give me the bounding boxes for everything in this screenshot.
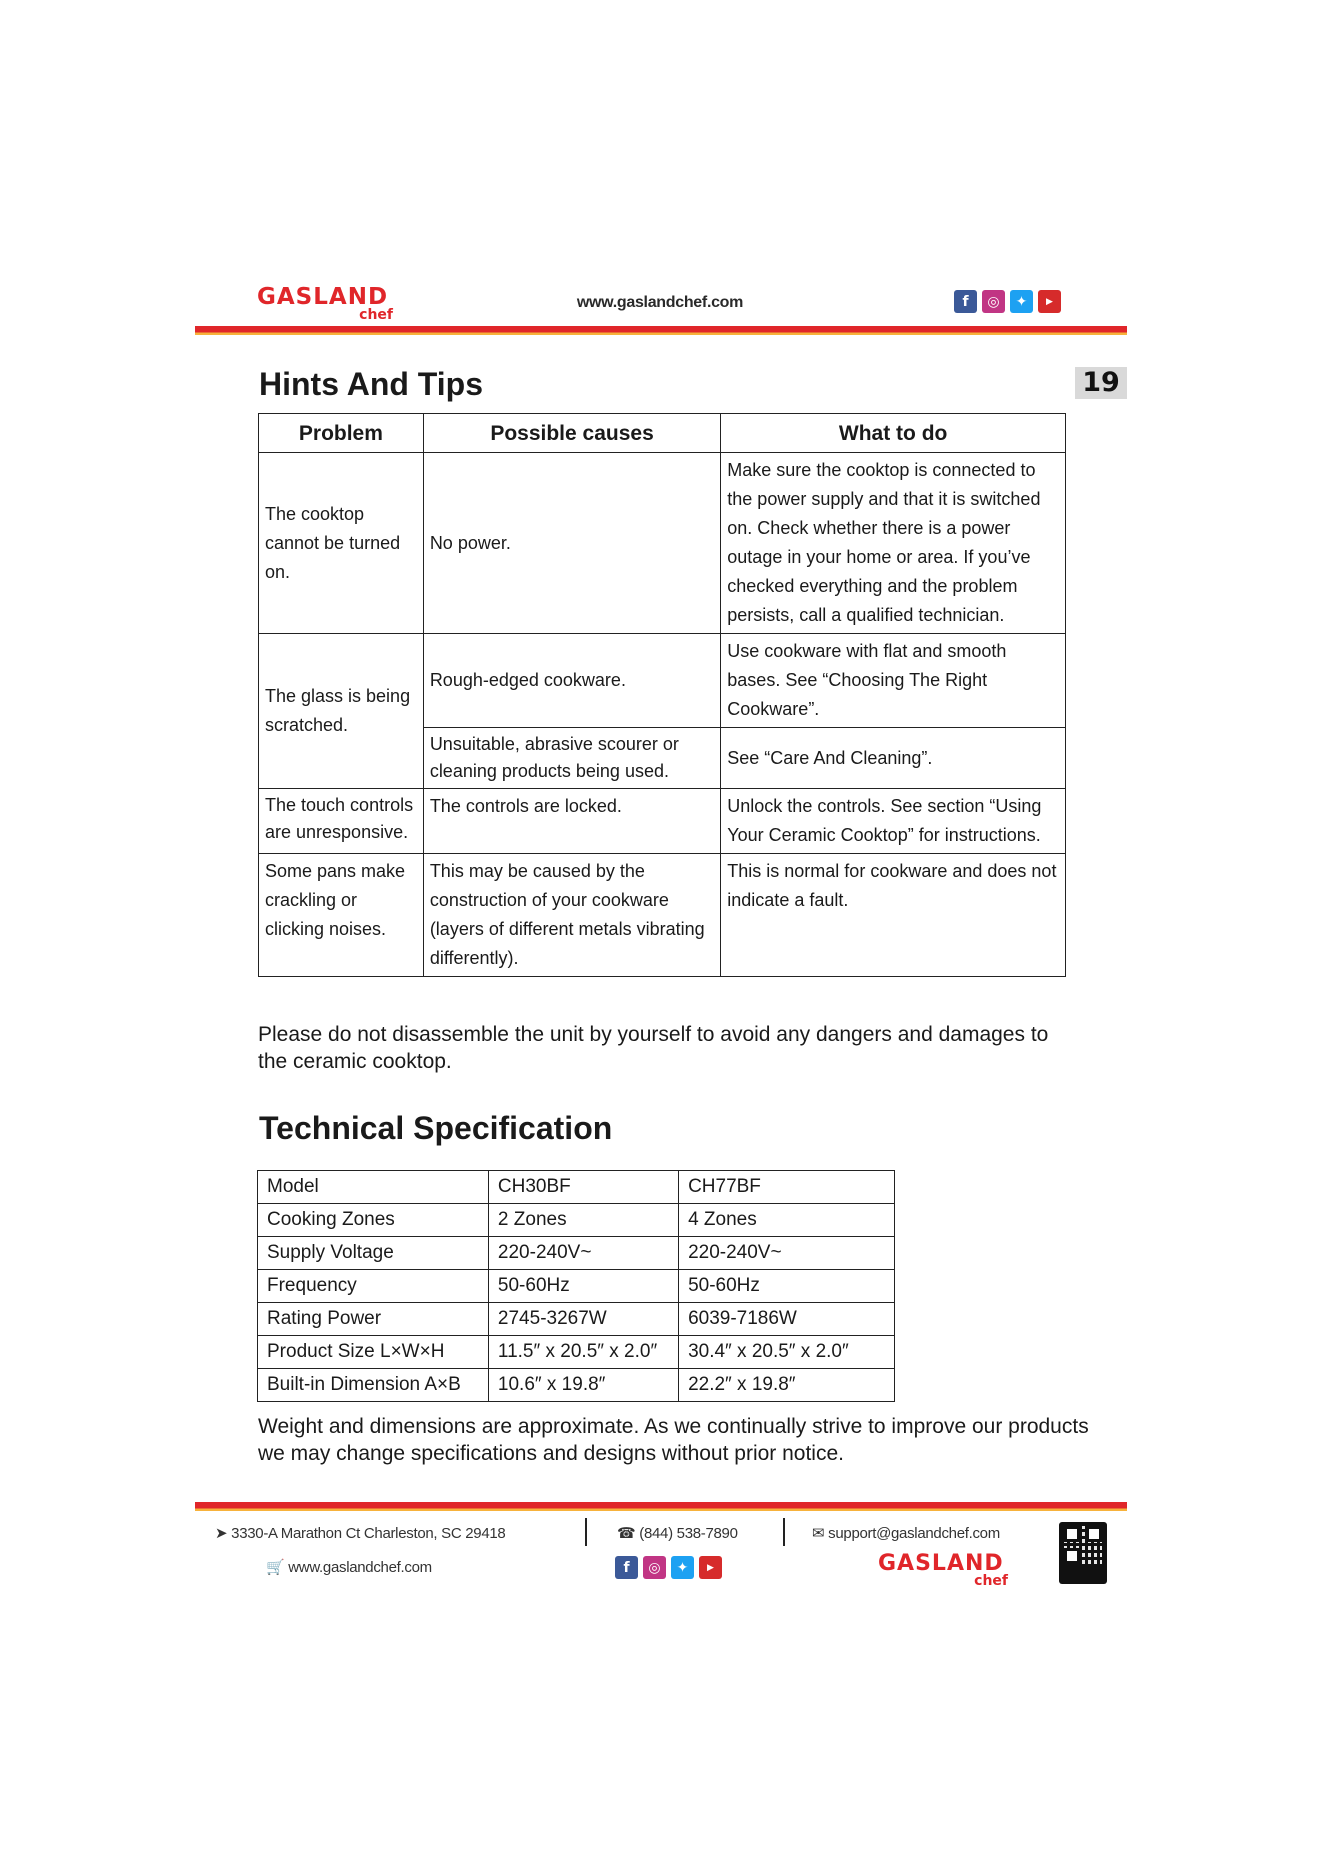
column-header-problem: Problem [259, 414, 424, 453]
table-row [259, 634, 1066, 728]
spec-table [257, 1170, 895, 1402]
cause-cell: Unsuitable, abrasive scourer or cleaning products being used. [423, 728, 720, 789]
table-row [258, 1237, 895, 1270]
header-logo [257, 286, 393, 322]
instagram-icon[interactable]: ◎ [643, 1556, 666, 1579]
spec-label: Supply Voltage [258, 1237, 489, 1270]
facebook-icon[interactable]: f [954, 290, 977, 313]
action-cell: See “Care And Cleaning”. [721, 728, 1066, 789]
problem-cell: Some pans make crackling or clicking noises. [259, 854, 424, 977]
header-website-link[interactable]: www.gaslandchef.com [576, 294, 744, 311]
section-title-spec: Technical Specification [259, 1110, 613, 1146]
column-header-action: What to do [721, 414, 1066, 453]
page-number: 19 [1075, 367, 1127, 399]
problem-cell: The glass is being scratched. [259, 634, 424, 789]
spec-value-ch30bf: 10.6″ x 19.8″ [488, 1369, 678, 1402]
footer-phone-text: (844) 538-7890 [639, 1525, 738, 1542]
spec-value-ch77bf: 50-60Hz [679, 1270, 895, 1303]
cause-cell: This may be caused by the construction of your cookware (layers of different metals vibrating differently). [423, 854, 720, 977]
spec-label: Built-in Dimension A×B [258, 1369, 489, 1402]
cart-icon: 🛒 [266, 1559, 285, 1576]
header-divider [195, 326, 1127, 335]
action-cell: Use cookware with flat and smooth bases. See “Choosing The Right Cookware”. [721, 634, 1066, 728]
problem-cell: The touch controls are unresponsive. [259, 789, 424, 854]
footer-phone[interactable] [617, 1524, 738, 1542]
table-row [259, 453, 1066, 634]
mail-icon: ✉ [812, 1525, 825, 1542]
logo-wordmark: GASLAND [257, 284, 389, 310]
footer-address-text: 3330-A Marathon Ct Charleston, SC 29418 [231, 1525, 506, 1542]
cause-cell: No power. [423, 453, 720, 634]
cause-cell: Rough-edged cookware. [423, 634, 720, 728]
spec-label: Rating Power [258, 1303, 489, 1336]
spec-value-ch30bf: CH30BF [488, 1171, 678, 1204]
footer-logo [878, 1553, 1008, 1588]
twitter-icon[interactable]: ✦ [671, 1556, 694, 1579]
spec-value-ch77bf: 6039-7186W [679, 1303, 895, 1336]
logo-wordmark: GASLAND [878, 1551, 1004, 1576]
youtube-icon[interactable]: ▶ [699, 1556, 722, 1579]
problem-cell: The cooktop cannot be turned on. [259, 453, 424, 634]
qr-code-icon[interactable] [1059, 1522, 1107, 1584]
phone-icon: ☎ [617, 1525, 636, 1542]
spec-disclaimer: Weight and dimensions are approximate. As we continually strive to improve our products we may change specifications and designs without prior notice. [258, 1415, 1089, 1465]
spec-value-ch30bf: 50-60Hz [488, 1270, 678, 1303]
footer-website-text: www.gaslandchef.com [288, 1559, 432, 1576]
footer-email-text: support@gaslandchef.com [828, 1525, 1000, 1542]
footer-address [215, 1524, 505, 1542]
footer-divider [195, 1502, 1127, 1511]
table-row [259, 854, 1066, 977]
table-row [258, 1369, 895, 1402]
spec-value-ch77bf: CH77BF [679, 1171, 895, 1204]
table-header-row [259, 414, 1066, 453]
footer-social-icons [615, 1556, 722, 1579]
section-title-hints: Hints And Tips [259, 366, 483, 402]
logo-subtitle: chef [974, 1573, 1008, 1589]
table-row [258, 1204, 895, 1237]
cause-cell: The controls are locked. [423, 789, 720, 854]
table-row [258, 1270, 895, 1303]
spec-value-ch30bf: 220-240V~ [488, 1237, 678, 1270]
facebook-icon[interactable]: f [615, 1556, 638, 1579]
spec-value-ch77bf: 30.4″ x 20.5″ x 2.0″ [679, 1336, 895, 1369]
footer-website[interactable] [266, 1558, 432, 1576]
youtube-icon[interactable]: ▶ [1038, 290, 1061, 313]
table-row [258, 1336, 895, 1369]
spec-value-ch77bf: 220-240V~ [679, 1237, 895, 1270]
action-cell: Make sure the cooktop is connected to the power supply and that it is switched on. Check whether there is a power outage in your home or area. If you’ve checked everything and the problem persists, call a qualified technician. [721, 453, 1066, 634]
logo-subtitle: chef [359, 307, 393, 323]
spec-value-ch30bf: 2745-3267W [488, 1303, 678, 1336]
footer-separator [585, 1518, 587, 1546]
table-row [258, 1303, 895, 1336]
hints-table [258, 413, 1066, 977]
instagram-icon[interactable]: ◎ [982, 290, 1005, 313]
action-cell: Unlock the controls. See section “Using Your Ceramic Cooktop” for instructions. [721, 789, 1066, 854]
spec-label: Cooking Zones [258, 1204, 489, 1237]
spec-value-ch30bf: 11.5″ x 20.5″ x 2.0″ [488, 1336, 678, 1369]
spec-label: Product Size L×W×H [258, 1336, 489, 1369]
spec-value-ch77bf: 4 Zones [679, 1204, 895, 1237]
twitter-icon[interactable]: ✦ [1010, 290, 1033, 313]
table-row [259, 789, 1066, 854]
table-row [258, 1171, 895, 1204]
action-cell: This is normal for cookware and does not indicate a fault. [721, 854, 1066, 977]
spec-value-ch30bf: 2 Zones [488, 1204, 678, 1237]
spec-label: Frequency [258, 1270, 489, 1303]
footer-email[interactable] [812, 1524, 1000, 1542]
spec-value-ch77bf: 22.2″ x 19.8″ [679, 1369, 895, 1402]
column-header-causes: Possible causes [423, 414, 720, 453]
location-arrow-icon: ➤ [215, 1525, 228, 1542]
spec-label: Model [258, 1171, 489, 1204]
header-social-icons [954, 290, 1061, 313]
hints-disclaimer: Please do not disassemble the unit by yourself to avoid any dangers and damages to the ceramic cooktop. [258, 1023, 1049, 1073]
footer-separator [783, 1518, 785, 1546]
